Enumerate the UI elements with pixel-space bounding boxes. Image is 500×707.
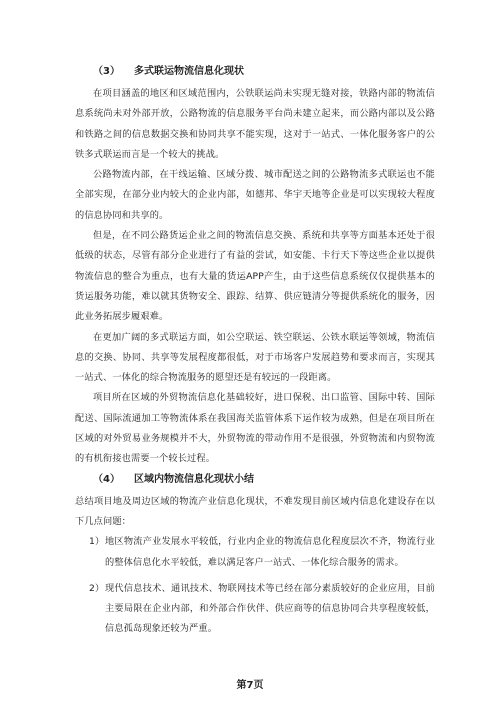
section-number: （3） — [93, 66, 120, 77]
section-number: （4） — [93, 473, 120, 485]
paragraph-intro: 总结项目地及周边区域的物流产业信息化现状，不难发现目前区域内信息化建设存在以下几点问题： — [75, 495, 435, 527]
paragraph: 项目所在区域的外贸物流信息化基础较好，进口保税、出口监管、国际中转、国际配送、国际流通加工等物流体系在我国海关监管体系下运作较为成熟，但是在项目所在区域的对外贸易业务规模并不大，外贸物流的带动作用不是很强，外贸物流和内贸物流的有机衔接也需要一个较长过程。 — [75, 392, 435, 465]
list-marker: 2） — [89, 582, 105, 594]
section-title: 区域内物流信息化现状小结 — [133, 473, 254, 485]
section-heading-4 — [75, 470, 435, 490]
paragraph: 在项目涵盖的地区和区域范围内，公铁联运尚未实现无缝对接，铁路内部的物流信息系统尚未对外部开放，公路物流的信息服务平台尚未建立起来，而公路内部以及公路和铁路之间的信息数据交换和协同共享不能实现，这对于一站式、一体化服务客户的公铁多式联运而言是一个较大的挑战。 — [75, 88, 435, 160]
paragraph: 在更加广阔的多式联运方面，如公空联运、铁空联运、公铁水联运等领域，物流信息的交换、协同、共享等发展程度都很低，对于市场客户发展趋势和要求而言，实现其一站式、一体化的综合物流服务的愿望还是有较远的一段距离。 — [75, 331, 435, 384]
section-heading-3 — [75, 62, 435, 82]
page-number: 第7页 — [236, 680, 264, 691]
list-item — [75, 579, 435, 640]
paragraph: 但是，在不同公路货运企业之间的物流信息交换、系统和共享等方面基本还处于很低级的状态，尽管有部分企业进行了有益的尝试，如安能、卡行天下等这些企业以提供物流信息的整合为重点，也有大量的货运APP产生，由于这些信息系统仅仅提供基本的货运服务功能，难以就其货物安全、跟踪、结算、供应链清分等提供系统化的服务，因此业务拓展步履艰难。 — [75, 230, 435, 323]
section-title: 多式联运物流信息化现状 — [133, 66, 244, 77]
list-item — [75, 532, 435, 573]
list-marker: 1） — [89, 536, 105, 548]
document-page — [75, 62, 435, 640]
paragraph: 公路物流内部，在干线运输、区域分拨、城市配送之间的公路物流多式联运也不能全部实现，在部分业内较大的企业内部，如德邦、华宇天地等企业是可以实现较大程度的信息协同和共享的。 — [75, 169, 435, 221]
list-text: 现代信息技术、通讯技术、物联网技术等已经在部分素质较好的企业应用，目前主要局限在企业内部，和外部合作伙伴、供应商等的信息协同合共享程度较低，信息孤岛现象还较为严重。 — [105, 582, 435, 635]
list-text: 地区物流产业发展水平较低，行业内企业的物流信息化程度层次不齐，物流行业的整体信息化水平较低，难以满足客户一站式、一体化综合服务的需求。 — [105, 536, 435, 568]
